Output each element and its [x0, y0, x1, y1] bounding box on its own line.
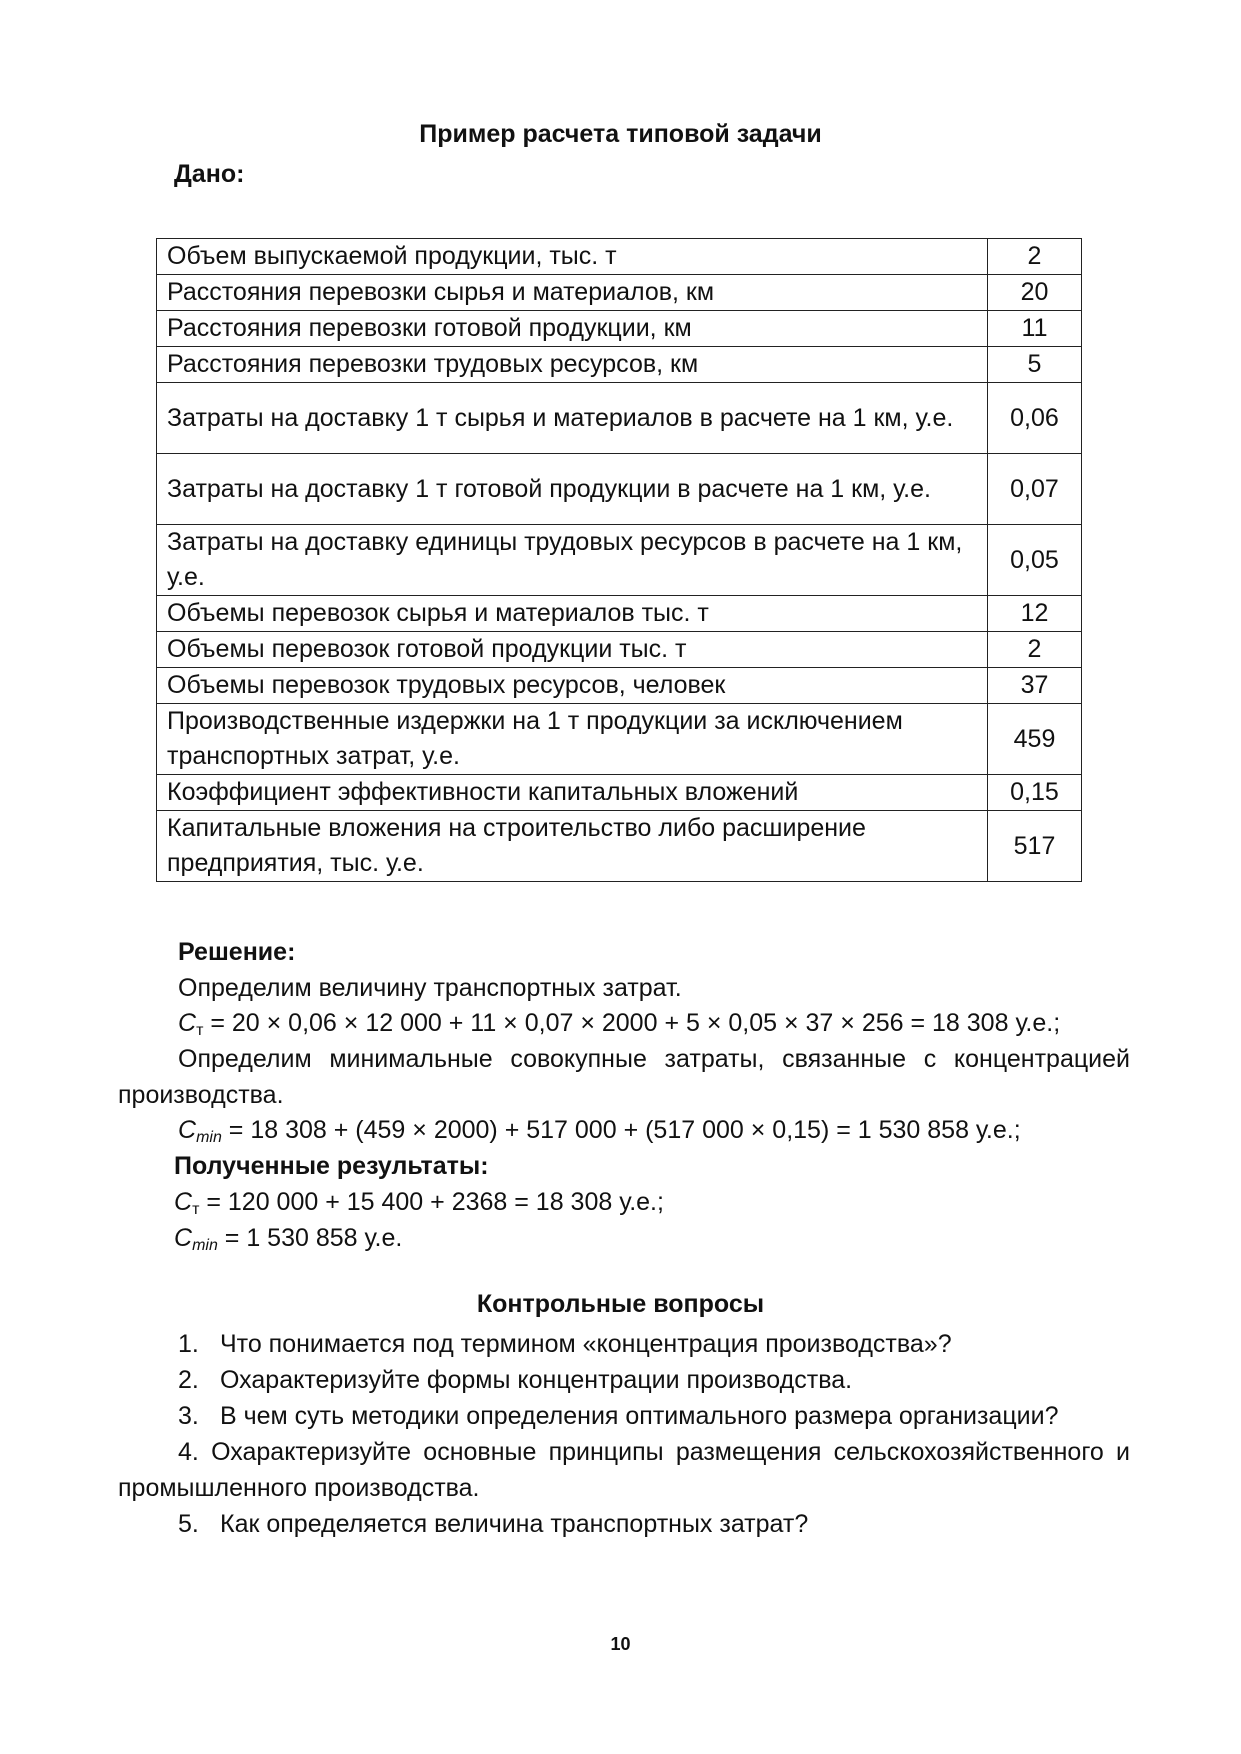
formula-min-expression: = 18 308 + (459 × 2000) + 517 000 + (517 000 × 0,15) = 1 530 858 у.е.; — [221, 1116, 1021, 1144]
page-title: Пример расчета типовой задачи — [419, 120, 822, 148]
param-value: 459 — [988, 704, 1082, 775]
param-name: Объем выпускаемой продукции, тыс. т — [157, 239, 988, 275]
param-name: Затраты на доставку 1 т готовой продукции в расчете на 1 км, у.е. — [157, 454, 988, 525]
ct-symbol: C — [174, 1188, 193, 1216]
param-name: Затраты на доставку единицы трудовых ресурсов в расчете на 1 км, у.е. — [157, 525, 988, 596]
cmin-symbol: C — [178, 1116, 197, 1144]
question-item — [118, 1434, 1130, 1506]
param-value: 0,15 — [988, 775, 1082, 811]
question-text: Охарактеризуйте формы концентрации производства. — [220, 1366, 853, 1394]
cmin-subscript: min — [192, 1237, 218, 1254]
solution-step-transport: Определим величину транспортных затрат. — [178, 974, 682, 1002]
param-value: 0,07 — [988, 454, 1082, 525]
param-name: Производственные издержки на 1 т продукции за исключением транспортных затрат, у.е. — [157, 704, 988, 775]
question-text: Как определяется величина транспортных затрат? — [220, 1510, 809, 1538]
param-name: Коэффициент эффективности капитальных вложений — [157, 775, 988, 811]
table-row — [157, 383, 1082, 454]
question-item — [178, 1362, 852, 1398]
cmin-symbol: C — [174, 1224, 193, 1252]
param-value: 5 — [988, 347, 1082, 383]
param-name: Затраты на доставку 1 т сырья и материалов в расчете на 1 км, у.е. — [157, 383, 988, 454]
param-name: Объемы перевозок трудовых ресурсов, человек — [157, 668, 988, 704]
result-min-expression: = 1 530 858 у.е. — [217, 1224, 403, 1252]
result-transport-expression: = 120 000 + 15 400 + 2368 = 18 308 у.е.; — [199, 1188, 664, 1216]
result-min — [174, 1220, 402, 1264]
param-name: Расстояния перевозки трудовых ресурсов, км — [157, 347, 988, 383]
ct-subscript: т — [192, 1201, 200, 1218]
results-label: Полученные результаты: — [174, 1152, 489, 1180]
question-text: Что понимается под термином «концентрация производства»? — [220, 1330, 952, 1358]
ct-subscript: т — [196, 1022, 204, 1039]
given-label: Дано: — [174, 160, 245, 188]
param-value: 20 — [988, 275, 1082, 311]
table-row — [157, 668, 1082, 704]
table-row — [157, 239, 1082, 275]
question-item — [178, 1398, 1059, 1434]
page-number: 10 — [610, 1634, 631, 1654]
param-name: Расстояния перевозки готовой продукции, км — [157, 311, 988, 347]
question-number: 2. — [178, 1366, 199, 1394]
param-name: Расстояния перевозки сырья и материалов, км — [157, 275, 988, 311]
formula-transport-expression: = 20 × 0,06 × 12 000 + 11 × 0,07 × 2000 + 5 × 0,05 × 37 × 256 = 18 308 у.е.; — [203, 1009, 1061, 1037]
question-item — [178, 1326, 952, 1362]
param-value: 2 — [988, 239, 1082, 275]
table-row — [157, 811, 1082, 882]
param-value: 517 — [988, 811, 1082, 882]
table-row — [157, 275, 1082, 311]
question-number: 3. — [178, 1402, 199, 1430]
table-row — [157, 775, 1082, 811]
table-row — [157, 704, 1082, 775]
table-row — [157, 525, 1082, 596]
questions-heading: Контрольные вопросы — [476, 1290, 765, 1318]
question-number: 1. — [178, 1330, 199, 1358]
solution-step-min-costs: Определим минимальные совокупные затраты, связанные с концентрацией производства. — [118, 1045, 1130, 1109]
param-name: Объемы перевозок сырья и материалов тыс. т — [157, 596, 988, 632]
param-value: 37 — [988, 668, 1082, 704]
question-item — [178, 1506, 808, 1542]
param-name: Объемы перевозок готовой продукции тыс. т — [157, 632, 988, 668]
cmin-subscript: min — [196, 1129, 222, 1146]
solution-label: Решение: — [178, 938, 296, 966]
param-value: 11 — [988, 311, 1082, 347]
param-value: 0,05 — [988, 525, 1082, 596]
table-row — [157, 347, 1082, 383]
param-value: 2 — [988, 632, 1082, 668]
param-value: 12 — [988, 596, 1082, 632]
ct-symbol: C — [178, 1009, 197, 1037]
parameters-table — [156, 238, 1082, 882]
param-name: Капитальные вложения на строительство либо расширение предприятия, тыс. у.е. — [157, 811, 988, 882]
question-text: В чем суть методики определения оптимального размера организации? — [220, 1402, 1059, 1430]
table-row — [157, 311, 1082, 347]
table-row — [157, 632, 1082, 668]
table-row — [157, 596, 1082, 632]
question-number: 4. — [178, 1438, 199, 1466]
param-value: 0,06 — [988, 383, 1082, 454]
question-text: Охарактеризуйте основные принципы размещения сельскохозяйственного и промышленного производства. — [118, 1438, 1130, 1502]
table-row — [157, 454, 1082, 525]
question-number: 5. — [178, 1510, 199, 1538]
